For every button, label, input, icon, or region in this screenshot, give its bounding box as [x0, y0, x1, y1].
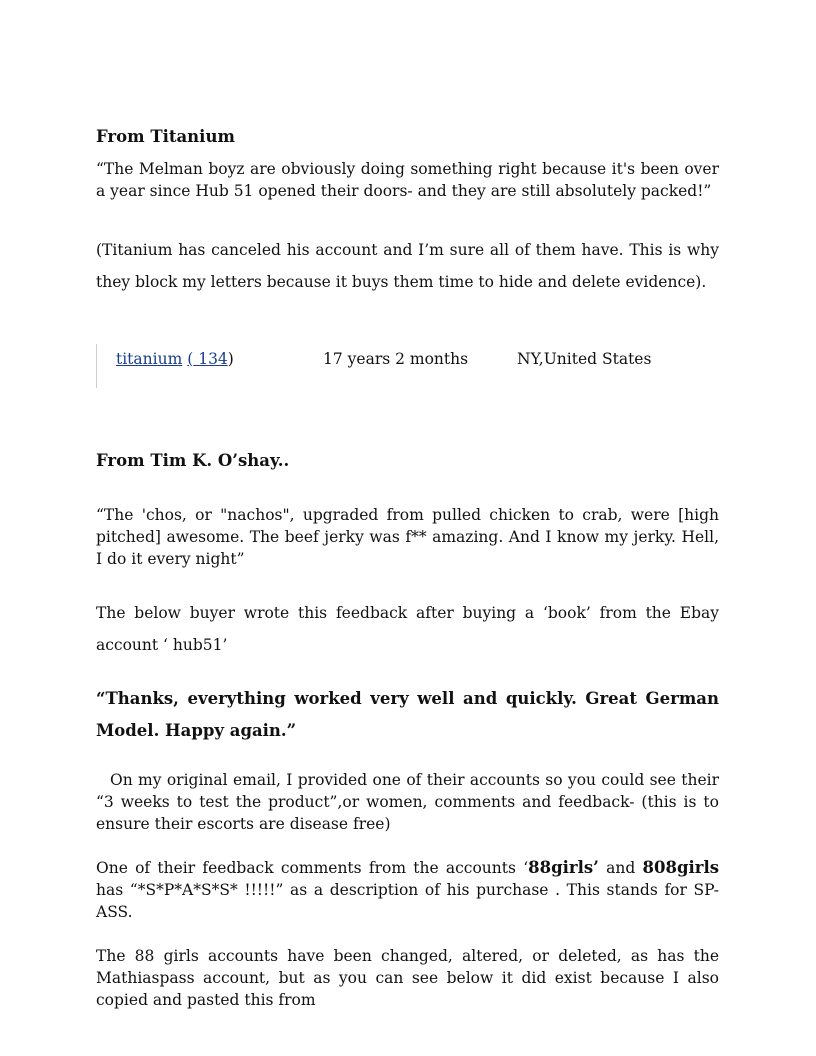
- document-page: [96, 126, 719, 1011]
- feedback-part-2: and: [598, 859, 643, 877]
- tim-quote: “The 'chos, or "nachos", upgraded from pulled chicken to crab, were [high pitched] awesome. The beef jerky was f** amazing. And I know my jerky. Hell, I do it every night”: [96, 506, 719, 568]
- open-paren: (: [187, 350, 194, 368]
- original-email-paragraph: [96, 769, 719, 835]
- section-heading-tim: From Tim K. O’shay..: [96, 451, 290, 470]
- titanium-quote: “The Melman boyz are obviously doing something right because it's been over a year since Hub 51 opened their doors- and they are still absolutely packed!”: [96, 160, 719, 200]
- member-location: NY,United States: [517, 350, 652, 368]
- feedback-part-1: One of their feedback comments from the accounts ‘: [96, 859, 529, 877]
- feedback-part-3: has “*S*P*A*S*S* !!!!!” as a description of his purchase . This stands for SP- ASS.: [96, 881, 719, 921]
- feedback-count: 134: [193, 350, 228, 368]
- user-link-group: [116, 350, 234, 368]
- feedback-paragraph: [96, 857, 719, 923]
- titanium-note: (Titanium has canceled his account and I’m sure all of them have. This is why they block my letters because it buys them time to hide and delete evidence).: [96, 241, 719, 291]
- account-808girls: 808girls: [642, 858, 720, 877]
- user-meta-row: [96, 344, 719, 388]
- member-age: 17 years 2 months: [323, 350, 469, 368]
- account-88girls: 88girls’: [528, 858, 599, 877]
- buyer-feedback-quote: “Thanks, everything worked very well and quickly. Great German Model. Happy again.”: [96, 689, 719, 740]
- feedback-count-link[interactable]: [187, 350, 228, 368]
- original-email-text: On my original email, I provided one of their accounts so you could see their “3 weeks to test the product”,or women, comments and feedback- (this is to ensure their escorts are disease free): [96, 771, 719, 833]
- section-heading-titanium: From Titanium: [96, 127, 235, 146]
- buyer-intro: The below buyer wrote this feedback after buying a ‘book’ from the Ebay account ‘ hub51’: [96, 604, 719, 654]
- accounts-changed-paragraph: The 88 girls accounts have been changed, altered, or deleted, as has the Mathiaspass account, but as you can see below it did exist because I also copied and pasted this from: [96, 947, 719, 1009]
- close-paren: ): [227, 350, 234, 368]
- username-link[interactable]: titanium: [116, 350, 183, 368]
